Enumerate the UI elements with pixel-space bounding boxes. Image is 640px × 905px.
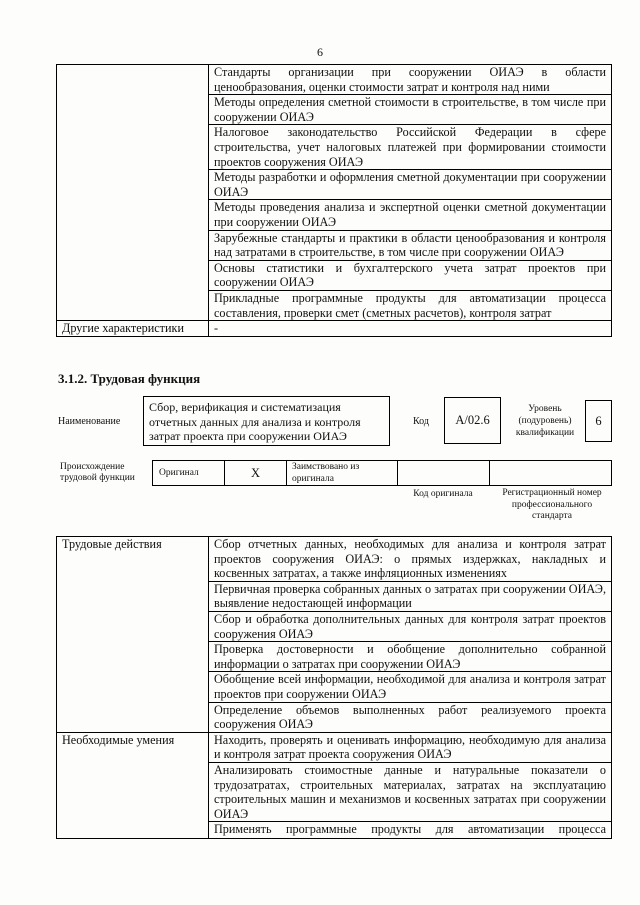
labor-action: Сбор и обработка дополнительных данных для контроля затрат проектов сооружения ОИАЭ: [209, 611, 612, 641]
table-cell: Методы разработки и оформления сметной документации при сооружении ОИАЭ: [209, 170, 612, 200]
name-label: Наименование: [58, 416, 121, 427]
skill: Находить, проверять и оценивать информацию, необходимую для анализа и контроля затрат проекта сооружения ОИАЭ: [209, 732, 612, 762]
labor-action: Определение объемов выполненных работ реализуемого проекта сооружения ОИАЭ: [209, 702, 612, 732]
section-title: 3.1.2. Трудовая функция: [58, 371, 201, 386]
reg-number-label: Регистрационный номер профессионального стандарта: [502, 488, 602, 521]
skill: Анализировать стоимостные данные и натуральные показатели о трудозатратах, строительных материалах, затратах на эксплуатацию строительных машин и механизмов и косвенных затратах при сооружении ОИАЭ: [209, 762, 612, 821]
table-cell: Методы определения сметной стоимости в строительстве, в том числе при сооружении ОИАЭ: [209, 95, 612, 125]
table-row: [57, 537, 612, 582]
level-label: Уровень (подуровень) квалификации: [515, 404, 575, 438]
level-box: [585, 400, 612, 442]
actions-table: [56, 536, 612, 839]
table-row: [57, 321, 612, 337]
original-cell: [153, 461, 225, 485]
table-cell-label: [57, 65, 209, 321]
level-value: 6: [595, 414, 602, 428]
code-original-cell: [398, 461, 490, 485]
code-value: А/02.6: [455, 413, 490, 427]
labor-action: Проверка достоверности и обобщение дополнительно собранной информации о затратах при сооружении ОИАЭ: [209, 642, 612, 672]
skill: Применять программные продукты для автоматизации процесса: [209, 822, 612, 839]
table-cell: Прикладные программные продукты для автоматизации процесса составления, проверки смет (сметных расчетов), контроля затрат: [209, 290, 612, 320]
code-label: Код: [413, 416, 429, 427]
origin-label: Происхождение трудовой функции: [60, 462, 135, 483]
table-cell: Методы проведения анализа и экспертной оценки сметной документации при сооружении ОИАЭ: [209, 200, 612, 230]
labor-action: Сбор отчетных данных, необходимых для анализа и контроля затрат проектов сооружения ОИАЭ: о прямых издержках, накладных и косвенных затратах, а также инфляционных изменениях: [209, 537, 612, 582]
original-mark-cell: [225, 461, 287, 485]
origin-box: [152, 460, 612, 486]
code-box: [444, 397, 501, 444]
page-number: 6: [317, 45, 323, 59]
table-cell: Зарубежные стандарты и практики в области ценообразования и контроля над затратами в строительстве, в том числе при сооружении ОИАЭ: [209, 230, 612, 260]
table-row: [57, 732, 612, 762]
original-label: Оригинал: [159, 468, 199, 478]
skills-label: Необходимые умения: [57, 732, 209, 839]
labor-action: Обобщение всей информации, необходимой для анализа и контроля затрат проектов при сооружении ОИАЭ: [209, 672, 612, 702]
function-name: Сбор, верификация и систематизация отчетных данных для анализа и контроля затрат проекта при сооружении ОИАЭ: [149, 400, 361, 443]
knowledge-table: [56, 64, 612, 337]
table-cell: -: [209, 321, 612, 337]
borrowed-label: Заимствовано из оригинала: [292, 462, 360, 484]
table-cell-label: Другие характеристики: [57, 321, 209, 337]
code-original-label: Код оригинала: [413, 489, 473, 499]
labor-action: Первичная проверка собранных данных о затратах при сооружении ОИАЭ, выявление недостающей информации: [209, 581, 612, 611]
table-row: [57, 65, 612, 95]
original-mark: X: [250, 466, 261, 480]
table-cell: Налоговое законодательство Российской Федерации в сфере строительства, учет налоговых платежей при формировании стоимости проектов сооружения ОИАЭ: [209, 125, 612, 170]
borrowed-cell: [287, 461, 398, 485]
labor-actions-label: Трудовые действия: [57, 537, 209, 733]
name-box: [143, 396, 390, 446]
table-cell: Стандарты организации при сооружении ОИАЭ в области ценообразования, оценки стоимости затрат и контроля над ними: [209, 65, 612, 95]
table-cell: Основы статистики и бухгалтерского учета затрат проектов при сооружении ОИАЭ: [209, 260, 612, 290]
